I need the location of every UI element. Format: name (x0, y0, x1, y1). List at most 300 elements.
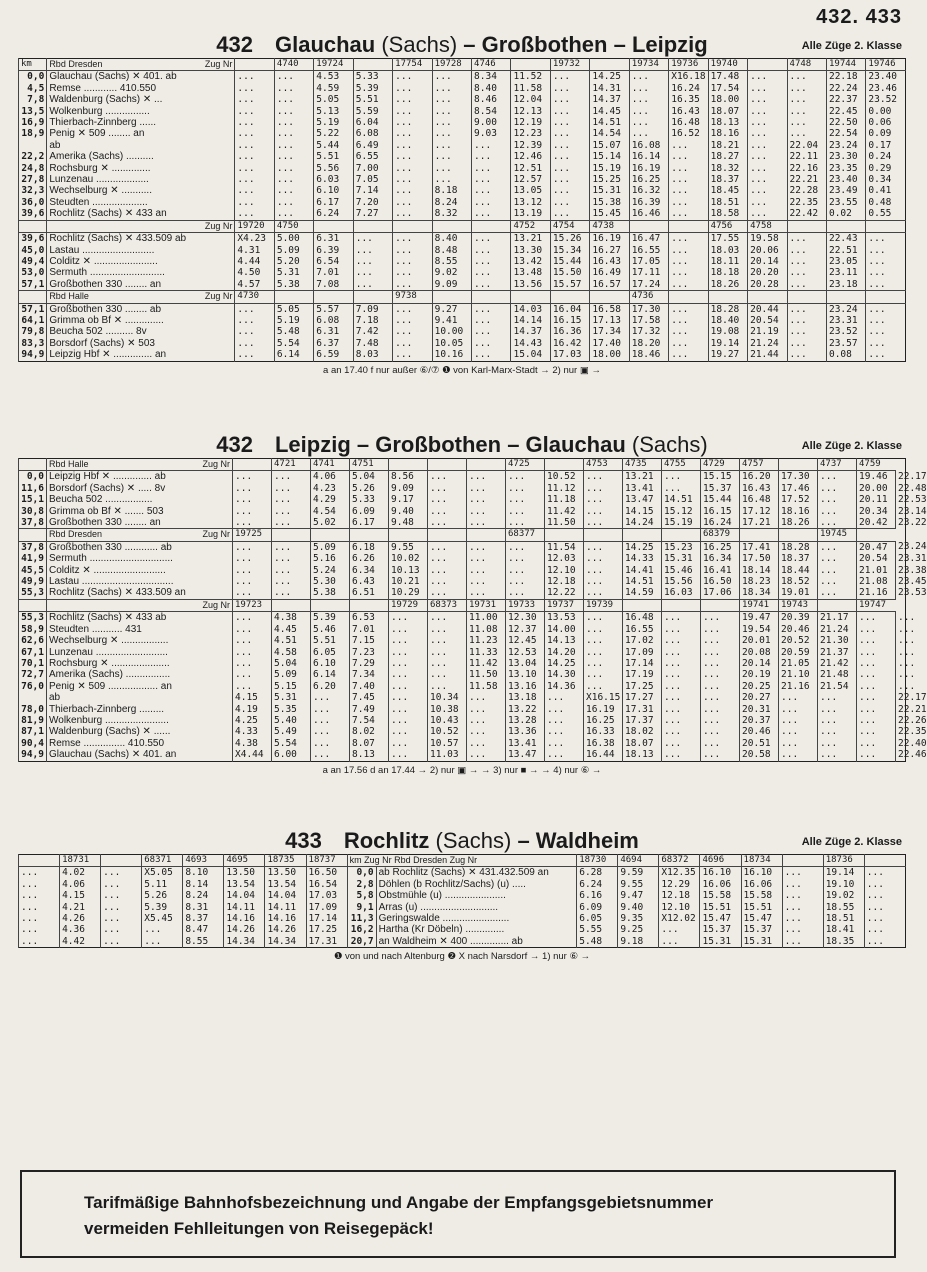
km-value: 20,7 (347, 936, 376, 948)
departure-time: 18.18 (708, 267, 747, 278)
departure-time: ... (896, 635, 906, 646)
departure-time: 7.05 (353, 174, 392, 185)
departure-time: ... (782, 902, 823, 913)
station-name: Waldenburg (Sachs) ✕ ... (47, 94, 235, 105)
train-number: 18734 (741, 855, 782, 867)
departure-time: 0.24 (866, 151, 906, 162)
km-value: 90,4 (19, 738, 47, 749)
departure-time: 23.24 (896, 541, 906, 553)
departure-time: ... (19, 890, 60, 901)
departure-time: ... (389, 624, 428, 635)
departure-time: 5.56 (314, 163, 353, 174)
departure-time: 15.47 (700, 913, 741, 924)
station-row (19, 506, 906, 517)
station-row (19, 517, 906, 529)
departure-time: ... (274, 128, 313, 139)
station-row (19, 185, 906, 196)
departure-time: ... (389, 738, 428, 749)
departure-time: 5.33 (350, 494, 389, 505)
departure-time: 5.39 (311, 612, 350, 624)
departure-time: 20.42 (857, 517, 896, 529)
departure-time: ... (272, 483, 311, 494)
departure-time: 6.43 (350, 576, 389, 587)
station-row (19, 303, 906, 315)
departure-time: 5.39 (142, 902, 183, 913)
station-name: Obstmühle (u) ...................... (376, 890, 577, 901)
departure-time: ... (662, 658, 701, 669)
departure-time: 16.33 (584, 726, 623, 737)
departure-time: 4.31 (235, 245, 274, 256)
train-number-row (19, 599, 906, 611)
departure-time: 14.15 (623, 506, 662, 517)
departure-time: ... (787, 106, 826, 117)
departure-time: ... (857, 726, 896, 737)
departure-time: 5.05 (314, 94, 353, 105)
departure-time: ... (669, 185, 708, 196)
departure-time: ... (787, 267, 826, 278)
departure-time: ... (896, 647, 906, 658)
departure-time: 13.12 (511, 197, 550, 208)
departure-time: 9.47 (618, 890, 659, 901)
departure-time: 20.01 (740, 635, 779, 646)
train-number (584, 529, 623, 541)
departure-time: ... (235, 94, 274, 105)
departure-time: 11.50 (545, 517, 584, 529)
departure-time: ... (782, 867, 823, 879)
departure-time: 14.37 (590, 94, 629, 105)
departure-time: 7.20 (353, 197, 392, 208)
train-number (701, 599, 740, 611)
departure-time: ... (393, 326, 432, 337)
departure-time: 23.40 (866, 71, 906, 83)
departure-time: 5.51 (311, 635, 350, 646)
departure-time: 22.37 (826, 94, 865, 105)
departure-time: 15.14 (590, 151, 629, 162)
departure-time: 13.30 (511, 245, 550, 256)
departure-time: 10.00 (432, 326, 471, 337)
departure-time: ... (428, 553, 467, 564)
departure-time: ... (393, 151, 432, 162)
direction-header: Rbd Dresden Zug Nr (47, 59, 235, 71)
station-name: Großbothen 330 ........ ab (47, 303, 235, 315)
departure-time: 18.28 (779, 541, 818, 553)
departure-time: 4.15 (233, 692, 272, 703)
departure-time: 23.55 (826, 197, 865, 208)
km-value: 76,0 (19, 681, 47, 692)
departure-time: ... (272, 587, 311, 599)
departure-time: ... (701, 726, 740, 737)
footnotes: a an 17.56 d an 17.44 → 2) nur ▣ → → 3) nur ■ → → 4) nur ⑥ → (322, 764, 602, 776)
km-value: 94,9 (19, 749, 47, 761)
departure-time: ... (857, 635, 896, 646)
departure-time: ... (584, 506, 623, 517)
departure-time: 6.08 (314, 315, 353, 326)
departure-time: 13.42 (511, 256, 550, 267)
train-number: 4750 (274, 220, 313, 232)
departure-time: 17.40 (590, 338, 629, 349)
departure-time: 9.09 (432, 279, 471, 291)
departure-time: 7.48 (353, 338, 392, 349)
departure-time: ... (393, 256, 432, 267)
station-row (19, 245, 906, 256)
departure-time: ... (472, 303, 511, 315)
departure-time: ... (662, 624, 701, 635)
train-number: 18737 (306, 855, 347, 867)
departure-time: 15.50 (550, 267, 589, 278)
station-row (19, 494, 906, 505)
departure-time: 6.18 (350, 541, 389, 553)
departure-time: 14.34 (224, 936, 265, 948)
departure-time: 23.05 (826, 256, 865, 267)
departure-time: 17.14 (623, 658, 662, 669)
departure-time: 16.25 (629, 174, 668, 185)
departure-time: 15.34 (550, 245, 589, 256)
departure-time: 11.42 (545, 506, 584, 517)
departure-time: 16.10 (700, 867, 741, 879)
departure-time: 7.01 (314, 267, 353, 278)
train-number (590, 291, 629, 303)
km-value: 45,0 (19, 245, 47, 256)
departure-time: 15.04 (511, 349, 550, 361)
departure-time: 11.03 (428, 749, 467, 761)
departure-time: ... (659, 924, 700, 935)
departure-time: ... (701, 704, 740, 715)
departure-time: 18.16 (708, 128, 747, 139)
departure-time: ... (787, 338, 826, 349)
departure-time: 16.58 (590, 303, 629, 315)
station-name: Rochlitz (Sachs) ✕ 433.509 ab (47, 233, 235, 245)
section-title (18, 432, 906, 458)
departure-time: ... (233, 669, 272, 680)
departure-time: 23.49 (826, 185, 865, 196)
km-value: 9,1 (347, 902, 376, 913)
departure-time: ... (235, 174, 274, 185)
departure-time: 20.08 (740, 647, 779, 658)
departure-time: ... (467, 471, 506, 483)
departure-time: ... (669, 197, 708, 208)
departure-time: 10.34 (428, 692, 467, 703)
train-number: 18736 (823, 855, 864, 867)
departure-time: 15.44 (701, 494, 740, 505)
station-name: Remse ............ 410.550 (47, 83, 235, 94)
departure-time: 14.24 (623, 517, 662, 529)
departure-time: ... (393, 197, 432, 208)
departure-time: ... (864, 879, 905, 890)
departure-time: ... (550, 140, 589, 151)
departure-time: 4.58 (272, 647, 311, 658)
departure-time: ... (584, 635, 623, 646)
train-number: 68373 (428, 599, 467, 611)
departure-time: ... (787, 94, 826, 105)
train-number: 4751 (350, 459, 389, 471)
station-row (19, 726, 906, 737)
departure-time: 7.23 (350, 647, 389, 658)
departure-time: X12.02 (659, 913, 700, 924)
train-number: 4737 (818, 459, 857, 471)
departure-time: 10.13 (389, 565, 428, 576)
departure-time: 21.19 (748, 326, 787, 337)
departure-time: 18.45 (708, 185, 747, 196)
departure-time: ... (662, 612, 701, 624)
train-number (428, 459, 467, 471)
station-row (19, 315, 906, 326)
departure-time: 5.02 (311, 517, 350, 529)
direction-header: Rbd Dresden Zug Nr (47, 529, 233, 541)
departure-time: ... (472, 338, 511, 349)
departure-time: 10.43 (428, 715, 467, 726)
departure-time: 19.01 (779, 587, 818, 599)
departure-time: ... (393, 279, 432, 291)
departure-time: ... (393, 140, 432, 151)
departure-time: 6.17 (314, 197, 353, 208)
departure-time: 20.44 (748, 303, 787, 315)
departure-time: 17.55 (708, 233, 747, 245)
departure-time: ... (233, 624, 272, 635)
departure-time: 8.40 (472, 83, 511, 94)
departure-time: 19.47 (740, 612, 779, 624)
departure-time: ... (748, 140, 787, 151)
km-value: 22,2 (19, 151, 47, 162)
departure-time: 23.38 (896, 565, 906, 576)
departure-time: 7.15 (350, 635, 389, 646)
station-name: Großbothen 330 ........ an (47, 279, 235, 291)
departure-time: 12.45 (506, 635, 545, 646)
departure-time: 14.13 (545, 635, 584, 646)
departure-time: 20.28 (748, 279, 787, 291)
train-number: 19746 (866, 59, 906, 71)
departure-time: ... (550, 174, 589, 185)
train-number: 4748 (787, 59, 826, 71)
departure-time: 19.46 (857, 471, 896, 483)
departure-time: 14.26 (265, 924, 306, 935)
departure-time: ... (787, 128, 826, 139)
departure-time: 18.55 (823, 902, 864, 913)
departure-time: 17.34 (590, 326, 629, 337)
departure-time: ... (506, 494, 545, 505)
departure-time: 13.41 (506, 738, 545, 749)
departure-time: 0.02 (826, 208, 865, 220)
departure-time: ... (393, 233, 432, 245)
departure-time: ... (545, 726, 584, 737)
departure-time: ... (669, 279, 708, 291)
departure-time: 10.21 (389, 576, 428, 587)
notice-line-2: vermeiden Fehlleitungen von Reisegepäck! (84, 1219, 434, 1238)
departure-time: 21.44 (748, 349, 787, 361)
departure-time: 17.32 (629, 326, 668, 337)
departure-time: ... (787, 256, 826, 267)
departure-time: ... (545, 715, 584, 726)
departure-time: ... (669, 338, 708, 349)
departure-time: 4.38 (272, 612, 311, 624)
departure-time: 16.49 (590, 267, 629, 278)
departure-time: ... (584, 471, 623, 483)
train-number (629, 220, 668, 232)
departure-time: 19.58 (748, 233, 787, 245)
departure-time: 21.24 (748, 338, 787, 349)
departure-time: ... (662, 669, 701, 680)
zug-nr-label: Zug Nr (204, 291, 233, 302)
departure-time: ... (235, 83, 274, 94)
departure-time: ... (818, 749, 857, 761)
departure-time: ... (866, 267, 906, 278)
departure-time: 18.28 (708, 303, 747, 315)
departure-time: ... (818, 738, 857, 749)
departure-time: ... (472, 163, 511, 174)
departure-time: ... (787, 71, 826, 83)
station-name: Lastau ................................. (47, 576, 233, 587)
departure-time: 16.50 (306, 867, 347, 879)
departure-time: ... (389, 669, 428, 680)
train-number: 18730 (577, 855, 618, 867)
departure-time: ... (669, 349, 708, 361)
departure-time: 19.02 (823, 890, 864, 901)
departure-time: ... (506, 506, 545, 517)
departure-time: 14.25 (590, 71, 629, 83)
station-name: Döhlen (b Rochlitz/Sachs) (u) ..... (376, 879, 577, 890)
departure-time: 14.36 (545, 681, 584, 692)
departure-time: ... (274, 83, 313, 94)
departure-time: ... (748, 106, 787, 117)
train-number (353, 291, 392, 303)
train-number (866, 220, 906, 232)
departure-time: ... (233, 471, 272, 483)
train-number: 4754 (550, 220, 589, 232)
departure-time: 9.17 (389, 494, 428, 505)
departure-time: ... (857, 738, 896, 749)
train-number (857, 529, 896, 541)
departure-time: 10.52 (428, 726, 467, 737)
departure-time: 7.14 (353, 185, 392, 196)
departure-time: 14.54 (590, 128, 629, 139)
departure-time: 16.34 (701, 553, 740, 564)
km-value: 58,9 (19, 624, 47, 635)
departure-time: ... (779, 704, 818, 715)
km-value: 13,5 (19, 106, 47, 117)
departure-time: 15.26 (550, 233, 589, 245)
station-row (19, 174, 906, 185)
departure-time: 15.31 (590, 185, 629, 196)
departure-time: 6.10 (311, 658, 350, 669)
departure-time: ... (233, 612, 272, 624)
departure-time: ... (864, 913, 905, 924)
train-number (350, 529, 389, 541)
departure-time: 17.54 (708, 83, 747, 94)
train-number-row (19, 855, 906, 867)
departure-time: 5.30 (311, 576, 350, 587)
departure-time: ... (857, 624, 896, 635)
departure-time: ... (701, 749, 740, 761)
departure-time: 22.35 (896, 726, 906, 737)
departure-time: 0.09 (866, 128, 906, 139)
km-value: 7,8 (19, 94, 47, 105)
train-number (389, 529, 428, 541)
departure-time: ... (467, 553, 506, 564)
departure-time: 13.48 (511, 267, 550, 278)
departure-time: 20.19 (740, 669, 779, 680)
train-number (389, 459, 428, 471)
departure-time: 16.19 (584, 704, 623, 715)
departure-time: ... (584, 576, 623, 587)
departure-time: ... (235, 315, 274, 326)
departure-time: 13.22 (506, 704, 545, 715)
departure-time: 20.06 (748, 245, 787, 256)
station-name: Lunzenau ................... (47, 174, 235, 185)
departure-time: 16.44 (584, 749, 623, 761)
departure-time: 21.24 (818, 624, 857, 635)
departure-time: ... (584, 669, 623, 680)
departure-time: 10.29 (389, 587, 428, 599)
departure-time: ... (779, 715, 818, 726)
departure-time: ... (662, 692, 701, 703)
departure-time: ... (669, 151, 708, 162)
departure-time: 11.52 (511, 71, 550, 83)
departure-time: 6.08 (353, 128, 392, 139)
departure-time: 14.11 (224, 902, 265, 913)
departure-time: 9.40 (618, 902, 659, 913)
departure-time: ... (393, 338, 432, 349)
departure-time: 5.48 (274, 326, 313, 337)
station-name: Beucha 502 .......... 8v (47, 326, 235, 337)
train-number (708, 291, 747, 303)
station-row (19, 704, 906, 715)
departure-time: 15.58 (741, 890, 782, 901)
departure-time: ... (393, 117, 432, 128)
departure-time: 14.04 (224, 890, 265, 901)
departure-time: ... (389, 704, 428, 715)
train-number: 4738 (590, 220, 629, 232)
departure-time: ... (393, 94, 432, 105)
departure-time: ... (393, 208, 432, 220)
departure-time: 5.15 (272, 681, 311, 692)
departure-time: 8.56 (389, 471, 428, 483)
departure-time: ... (393, 106, 432, 117)
departure-time: ... (235, 197, 274, 208)
departure-time: 14.59 (623, 587, 662, 599)
departure-time: 10.52 (545, 471, 584, 483)
km-value: 64,1 (19, 315, 47, 326)
departure-time: ... (787, 83, 826, 94)
departure-time: ... (866, 338, 906, 349)
km-value: 16,2 (347, 924, 376, 935)
departure-time: 15.37 (741, 924, 782, 935)
departure-time: 4.15 (60, 890, 101, 901)
station-row (19, 267, 906, 278)
departure-time: 16.06 (741, 879, 782, 890)
departure-time: 8.55 (183, 936, 224, 948)
departure-time: ... (857, 704, 896, 715)
departure-time: ... (389, 681, 428, 692)
departure-time: 22.21 (896, 704, 906, 715)
departure-time: 22.43 (826, 233, 865, 245)
km-value: 94,9 (19, 349, 47, 361)
departure-time: X16.18 (669, 71, 708, 83)
departure-time: 17.46 (779, 483, 818, 494)
departure-time: 8.54 (472, 106, 511, 117)
departure-time: 20.54 (857, 553, 896, 564)
departure-time: ... (235, 117, 274, 128)
departure-time: ... (467, 565, 506, 576)
departure-time: 14.51 (590, 117, 629, 128)
train-number (350, 599, 389, 611)
departure-time: 22.50 (826, 117, 865, 128)
departure-time: 13.53 (545, 612, 584, 624)
departure-time: ... (272, 471, 311, 483)
departure-time: ... (19, 902, 60, 913)
departure-time: ... (428, 517, 467, 529)
departure-time: ... (779, 738, 818, 749)
departure-time: 18.27 (708, 151, 747, 162)
departure-time: ... (274, 197, 313, 208)
